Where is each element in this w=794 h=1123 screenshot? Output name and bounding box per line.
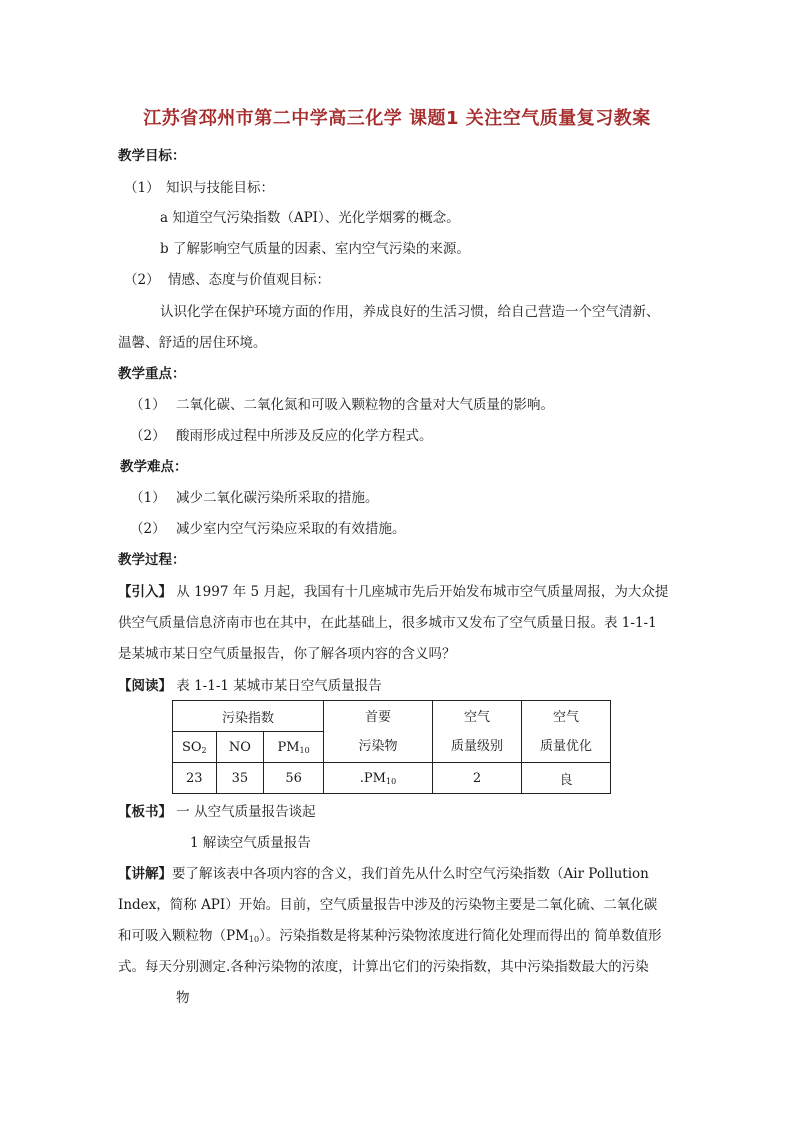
subheader-so2 — [173, 732, 217, 763]
lecture-line2: Index，简称 API）开始。目前，空气质量报告中涉及的污染物主要是二氧化硫、二氧化碳 — [118, 897, 658, 913]
lecture-line4: 式。每天分别测定.各种污染物的浓度，计算出它们的污染指数，其中污染指数最大的污染 — [118, 959, 649, 975]
value-quality-rating: 良 — [522, 763, 611, 794]
read-text: 表 1-1-1 某城市某日空气质量报告 — [176, 678, 382, 694]
diff1-text: 减少二氧化碳污染所采取的措施。 — [176, 490, 379, 506]
value-primary-pollutant — [324, 763, 433, 794]
header-primary-line1: 首要 — [364, 709, 391, 725]
lecture-line3-part2: ）。污染指数是将某种污染物浓度进行简化处理而得出的 简单数值形 — [259, 928, 662, 944]
difficulties-heading: 教学难点： — [120, 459, 188, 475]
lecture-line1: 要了解该表中各项内容的含义，我们首先从什么时空气污染指数（Air Pollution — [172, 866, 649, 882]
header-primary-pollutant — [324, 701, 433, 763]
goal1-text: 知识与技能目标： — [166, 180, 274, 196]
subheader-no: NO — [216, 732, 264, 763]
key2-number: （2） — [130, 428, 166, 444]
subheader-pm10-subscript: 10 — [299, 745, 310, 755]
value-primary-subscript: 10 — [386, 776, 397, 786]
key-points-heading: 教学重点： — [118, 366, 186, 382]
header-level-line1: 空气 — [463, 709, 490, 725]
subheader-pm10-text: PM — [277, 739, 300, 755]
diff2-number: （2） — [130, 521, 166, 537]
goal2-paragraph-line2: 温馨、舒适的居住环境。 — [118, 335, 267, 351]
value-so2: 23 — [173, 763, 217, 794]
header-pollution-index: 污染指数 — [173, 701, 324, 732]
goal2-number: （2） — [124, 272, 160, 288]
air-quality-report-table — [172, 700, 611, 794]
value-no: 35 — [216, 763, 264, 794]
lecture-line3 — [118, 926, 662, 950]
intro-line1: 从 1997 年 5 月起，我国有十几座城市先后开始发布城市空气质量周报，为大众提 — [176, 584, 669, 600]
value-pm10: 56 — [264, 763, 324, 794]
intro-tag: 【引入】 — [118, 584, 172, 600]
goals-heading: 教学目标： — [118, 148, 186, 164]
header-level-line2: 质量级别 — [450, 738, 503, 754]
value-primary-text: .PM — [359, 770, 386, 786]
document-title: 江苏省邳州市第二中学高三化学 课题1 关注空气质量复习教案 — [143, 108, 651, 129]
value-quality-level: 2 — [433, 763, 522, 794]
subheader-pm10 — [264, 732, 324, 763]
header-quality-line2: 质量优化 — [539, 738, 592, 754]
intro-line2: 供空气质量信息济南市也在其中，在此基础上，很多城市又发布了空气质量日报。表 1-1-1 — [118, 615, 657, 631]
board-subheading: 1 解读空气质量报告 — [190, 835, 311, 851]
goal2-paragraph-line1: 认识化学在保护环境方面的作用，养成良好的生活习惯，给自己营造一个空气清新、 — [160, 304, 660, 320]
lecture-line5: 物 — [176, 990, 190, 1006]
lecture-line3-part1: 和可吸入颗粒物（PM — [118, 928, 249, 944]
header-quality-rating — [522, 701, 611, 763]
goal1-item-a: a 知道空气污染指数（API）、光化学烟雾的概念。 — [160, 210, 460, 226]
lecture-tag: 【讲解】 — [118, 866, 172, 882]
lecture-line3-subscript: 10 — [248, 935, 260, 944]
header-primary-line2: 污染物 — [358, 738, 398, 754]
header-quality-level — [433, 701, 522, 763]
key1-text: 二氧化碳、二氧化氮和可吸入颗粒物的含量对大气质量的影响。 — [176, 397, 554, 413]
diff2-text: 减少室内空气污染应采取的有效措施。 — [176, 521, 406, 537]
goal1-number: （1） — [124, 180, 160, 196]
board-tag: 【板书】 — [118, 804, 172, 820]
subheader-so2-text: SO — [181, 739, 202, 755]
subheader-so2-subscript: 2 — [201, 745, 207, 755]
goal1-item-b: b 了解影响空气质量的因素、室内空气污染的来源。 — [160, 241, 470, 257]
header-quality-line1: 空气 — [552, 709, 579, 725]
diff1-number: （1） — [130, 490, 166, 506]
goal2-text: 情感、态度与价值观目标： — [168, 272, 330, 288]
read-tag: 【阅读】 — [118, 678, 172, 694]
key2-text: 酸雨形成过程中所涉及反应的化学方程式。 — [176, 428, 433, 444]
key1-number: （1） — [130, 397, 166, 413]
board-text: 一 从空气质量报告谈起 — [176, 804, 316, 820]
intro-line3: 是某城市某日空气质量报告，你了解各项内容的含义吗？ — [118, 646, 456, 662]
process-heading: 教学过程： — [118, 552, 186, 568]
